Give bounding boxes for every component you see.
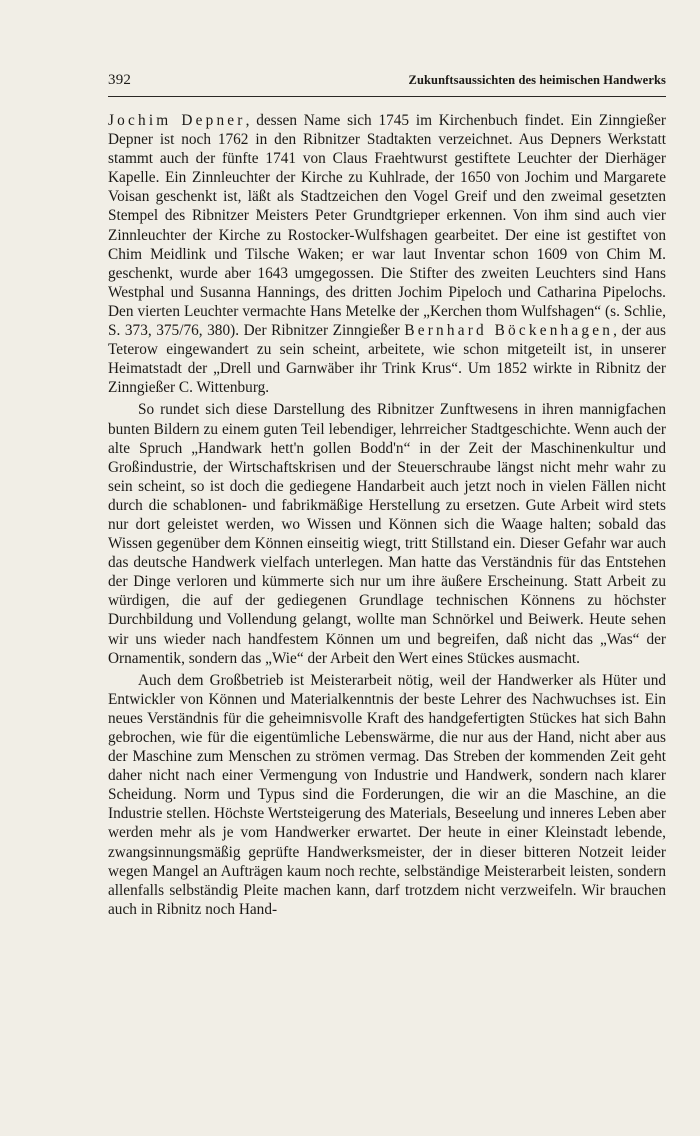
body-text bbox=[108, 111, 666, 919]
page-header bbox=[108, 72, 666, 97]
person-name-boeckenhagen: Bernhard Böckenhagen bbox=[404, 322, 614, 340]
paragraph-1-text-b: , der aus Teterow eingewandert zu sein scheint, arbeitete, wie schon mitgeteilt ist, in unserer Heimatstadt der „Drell und Garnwäber ihr Trink Krus“. Um 1852 wirkte in Ribnitz der Zinngießer C. Wittenburg. bbox=[108, 322, 666, 397]
paragraph-1 bbox=[108, 111, 666, 397]
running-title: Zukunftsaussichten des heimischen Handwerks bbox=[408, 73, 666, 87]
page-number: 392 bbox=[108, 72, 132, 88]
paragraph-3: Auch dem Großbetrieb ist Meisterarbeit nötig, weil der Handwerker als Hüter und Entwickler von Können und Materialkenntnis der beste Lehrer des Nachwuchses ist. Ein neues Verständnis für die geheimnisvolle Kraft des handgefertigten Stückes hat sich Bahn gebrochen, wie für die eigentümliche Lebenswärme, die nur aus der Hand, nicht aber aus der Maschine zum Menschen zu strömen vermag. Das Streben der kommenden Zeit geht daher nicht nach einer Vermengung von Industrie und Handwerk, sondern nach klarer Scheidung. Norm und Typus sind die Forderungen, die wir an die Maschine, an die Industrie stellen. Höchste Wertsteigerung des Materials, Beseelung und inneres Leben aber werden mehr als je vom Handwerker erwartet. Der heute in einer Kleinstadt lebende, zwangsinnungsmäßig geprüfte Handwerksmeister, der in dieser bitteren Notzeit leider wegen Mangel an Aufträgen kaum noch rechte, selbständige Meisterarbeit leisten, sondern allenfalls selbständig Pleite machen kann, darf trotzdem nicht verzweifeln. Wir brauchen auch in Ribnitz noch Hand- bbox=[108, 671, 666, 918]
book-page bbox=[108, 72, 666, 922]
paragraph-1-text-a: , dessen Name sich 1745 im Kirchenbuch findet. Ein Zinngießer Depner ist noch 1762 in den Ribnitzer Stadtakten verzeichnet. Aus Depners Werkstatt stammt auch der fünfte 1741 von Claus Fraehtwurst gestiftete Leuchter der Dierhäger Kapelle. Ein Zinnleuchter der Kirche zu Kuhlrade, der 1650 von Jochim und Margarete Voisan geschenkt ist, läßt als Stadtzeichen den Vogel Greif und den zweimal gesetzten Stempel des Ribnitzer Meisters Peter Grundtgrieper erkennen. Von ihm sind auch vier Zinnleuchter der Kirche zu Rostocker-Wulfshagen gearbeitet. Der eine ist gestiftet von Chim Meidlink und Tilsche Waken; er war laut Inventar schon 1609 von Chim M. geschenkt, wurde aber 1643 umgegossen. Die Stifter des zweiten Leuchters sind Hans Westphal und Susanna Hannings, des dritten Jochim Pipeloch und Catharina Pipelochs. Den vierten Leuchter vermachte Hans Metelke der „Kerchen thom Wulfshagen“ (s. Schlie, S. 373, 375/76, 380). Der Ribnitzer Zinngießer bbox=[108, 112, 666, 340]
person-name-depner: Jochim Depner bbox=[108, 112, 246, 129]
paragraph-2: So rundet sich diese Darstellung des Ribnitzer Zunftwesens in ihren mannigfachen bunten Bildern zu einem guten Teil lebendiger, lehrreicher Stadtgeschichte. Wenn auch der alte Spruch „Handwark hett'n gollen Bodd'n“ in der Zeit der Maschinenkultur und Großindustrie, der Wirtschaftskrisen und der Steuerschraube längst nicht mehr wahr zu sein scheint, so ist doch die gediegene Handarbeit auch jetzt noch in vielen Fällen nicht durch die schablonen- und fabrikmäßige Herstellung zu ersetzen. Gute Arbeit wird stets nur dort geleistet werden, wo Wissen und Können sich die Waage halten; sobald das Wissen gegenüber dem Können einseitig wiegt, tritt Stillstand ein. Dieser Gefahr war auch das deutsche Handwerk vielfach unterlegen. Man hatte das Verständnis für das Entstehen der Dinge verloren und kümmerte sich nur um ihre äußere Erscheinung. Statt Arbeit zu würdigen, die auf der gediegenen Grundlage technischen Könnens zu höchster Durchbildung und Vollendung gelangt, wollte man Schnörkel und Beiwerk. Heute sehen wir uns wieder nach handfestem Können um und begreifen, daß nicht das „Was“ der Ornamentik, sondern das „Wie“ der Arbeit den Wert eines Stückes ausmacht. bbox=[108, 401, 666, 667]
